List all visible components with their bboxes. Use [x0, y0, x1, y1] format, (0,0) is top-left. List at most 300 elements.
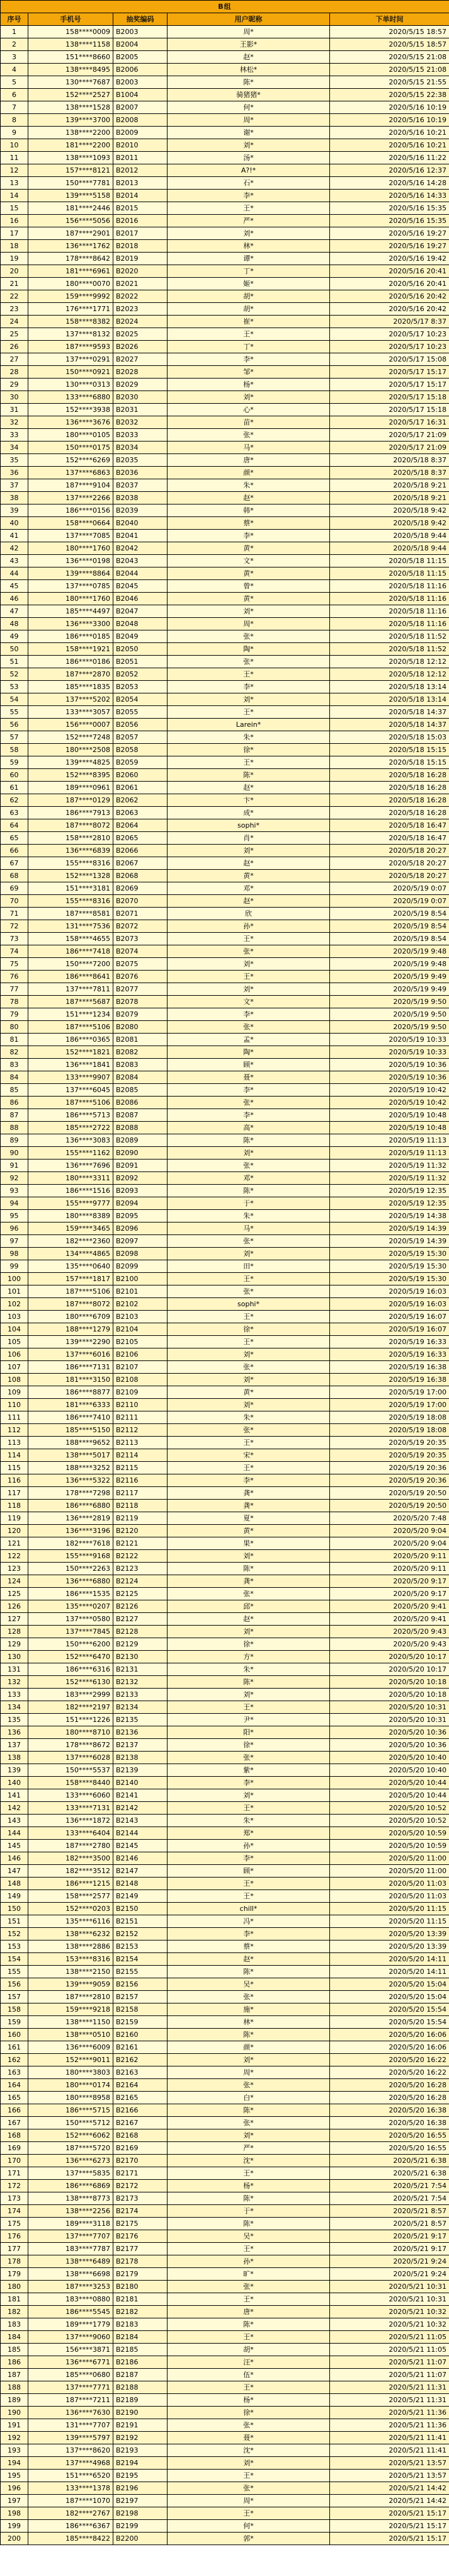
table-row[interactable] — [1, 2079, 449, 2092]
cell-nickname[interactable]: 骑猪猪* — [168, 89, 330, 101]
cell-nickname[interactable]: 王* — [168, 2381, 330, 2394]
cell-nickname[interactable]: 朱* — [168, 479, 330, 492]
table-row[interactable] — [1, 1550, 449, 1563]
cell-code[interactable]: B2064 — [113, 819, 168, 832]
cell-phone[interactable]: 187****7211 — [28, 2394, 113, 2407]
cell-phone[interactable]: 138****8773 — [28, 2192, 113, 2205]
table-row[interactable] — [1, 769, 449, 782]
cell-seq[interactable]: 143 — [1, 1815, 28, 1827]
cell-nickname[interactable]: 马* — [168, 1222, 330, 1235]
cell-nickname[interactable]: 李* — [168, 1928, 330, 1941]
cell-phone[interactable]: 183****2999 — [28, 1689, 113, 1701]
cell-phone[interactable]: 181****6333 — [28, 1399, 113, 1411]
cell-seq[interactable]: 138 — [1, 1752, 28, 1764]
cell-seq[interactable]: 96 — [1, 1222, 28, 1235]
cell-phone[interactable]: 137****7085 — [28, 530, 113, 542]
table-row[interactable] — [1, 1260, 449, 1273]
cell-nickname[interactable]: 刘* — [168, 693, 330, 706]
cell-code[interactable]: B2177 — [113, 2243, 168, 2255]
cell-time[interactable]: 2020/5/20 16:06 — [330, 2029, 449, 2041]
cell-nickname[interactable]: 孙* — [168, 2255, 330, 2268]
cell-seq[interactable]: 142 — [1, 1802, 28, 1815]
table-row[interactable] — [1, 429, 449, 442]
table-row[interactable] — [1, 1311, 449, 1323]
cell-nickname[interactable]: 张* — [168, 429, 330, 442]
cell-seq[interactable]: 171 — [1, 2167, 28, 2180]
cell-seq[interactable]: 32 — [1, 416, 28, 429]
table-row[interactable] — [1, 1764, 449, 1777]
cell-phone[interactable]: 158****0009 — [28, 26, 113, 38]
cell-code[interactable]: B2139 — [113, 1764, 168, 1777]
cell-seq[interactable]: 69 — [1, 882, 28, 895]
cell-seq[interactable]: 115 — [1, 1462, 28, 1474]
cell-nickname[interactable]: 田* — [168, 1260, 330, 1273]
cell-time[interactable]: 2020/5/20 10:17 — [330, 1651, 449, 1663]
cell-seq[interactable]: 6 — [1, 89, 28, 101]
cell-nickname[interactable]: 唐* — [168, 2306, 330, 2318]
cell-time[interactable]: 2020/5/16 14:28 — [330, 177, 449, 190]
cell-phone[interactable]: 139****3700 — [28, 114, 113, 127]
cell-nickname[interactable]: 李* — [168, 681, 330, 693]
table-row[interactable] — [1, 316, 449, 328]
cell-code[interactable]: B2040 — [113, 517, 168, 530]
cell-time[interactable]: 2020/5/20 16:28 — [330, 2079, 449, 2092]
cell-time[interactable]: 2020/5/18 11:52 — [330, 643, 449, 656]
cell-phone[interactable]: 151****3181 — [28, 882, 113, 895]
cell-seq[interactable]: 185 — [1, 2344, 28, 2356]
cell-seq[interactable]: 88 — [1, 1122, 28, 1134]
table-row[interactable] — [1, 1588, 449, 1600]
cell-nickname[interactable]: 李* — [168, 1474, 330, 1487]
cell-code[interactable]: B2036 — [113, 467, 168, 479]
table-row[interactable] — [1, 1726, 449, 1739]
cell-code[interactable]: B2056 — [113, 719, 168, 731]
cell-phone[interactable]: 157****1817 — [28, 1273, 113, 1285]
cell-seq[interactable]: 180 — [1, 2281, 28, 2293]
cell-seq[interactable]: 154 — [1, 1953, 28, 1966]
cell-phone[interactable]: 137****7771 — [28, 2381, 113, 2394]
cell-nickname[interactable]: 王* — [168, 706, 330, 719]
cell-phone[interactable]: 138****2200 — [28, 127, 113, 139]
cell-code[interactable]: B2032 — [113, 416, 168, 429]
table-row[interactable] — [1, 1084, 449, 1097]
cell-code[interactable]: B2161 — [113, 2041, 168, 2054]
cell-nickname[interactable]: 朱* — [168, 1210, 330, 1222]
cell-phone[interactable]: 137****5835 — [28, 2167, 113, 2180]
cell-seq[interactable]: 36 — [1, 467, 28, 479]
table-row[interactable] — [1, 1197, 449, 1210]
cell-code[interactable]: B2039 — [113, 504, 168, 517]
cell-phone[interactable]: 181****2446 — [28, 202, 113, 215]
cell-time[interactable]: 2020/5/18 9:21 — [330, 492, 449, 504]
cell-time[interactable]: 2020/5/16 20:42 — [330, 303, 449, 316]
cell-time[interactable]: 2020/5/18 15:15 — [330, 744, 449, 756]
cell-nickname[interactable]: 邓* — [168, 882, 330, 895]
cell-time[interactable]: 2020/5/16 10:19 — [330, 101, 449, 114]
table-row[interactable] — [1, 1122, 449, 1134]
cell-nickname[interactable]: 于* — [168, 2205, 330, 2218]
table-row[interactable] — [1, 1059, 449, 1071]
cell-seq[interactable]: 21 — [1, 278, 28, 290]
cell-seq[interactable]: 169 — [1, 2142, 28, 2155]
cell-seq[interactable]: 61 — [1, 782, 28, 794]
cell-time[interactable]: 2020/5/21 9:24 — [330, 2255, 449, 2268]
cell-time[interactable]: 2020/5/19 16:03 — [330, 1285, 449, 1298]
cell-code[interactable]: B2069 — [113, 882, 168, 895]
cell-code[interactable]: B2020 — [113, 265, 168, 278]
cell-code[interactable]: B2175 — [113, 2218, 168, 2230]
cell-nickname[interactable]: 文* — [168, 555, 330, 567]
cell-code[interactable]: B2186 — [113, 2356, 168, 2369]
cell-phone[interactable]: 136****3083 — [28, 1134, 113, 1147]
cell-seq[interactable]: 86 — [1, 1097, 28, 1109]
cell-time[interactable]: 2020/5/19 20:35 — [330, 1437, 449, 1449]
table-row[interactable] — [1, 1411, 449, 1424]
cell-seq[interactable]: 133 — [1, 1689, 28, 1701]
cell-nickname[interactable]: 冯* — [168, 1915, 330, 1928]
cell-nickname[interactable]: 聂* — [168, 1071, 330, 1084]
table-row[interactable] — [1, 265, 449, 278]
cell-nickname[interactable]: 苗* — [168, 416, 330, 429]
cell-phone[interactable]: 188****9652 — [28, 1437, 113, 1449]
cell-time[interactable]: 2020/5/20 10:36 — [330, 1726, 449, 1739]
cell-phone[interactable]: 186****5545 — [28, 2306, 113, 2318]
cell-code[interactable]: B2084 — [113, 1071, 168, 1084]
cell-time[interactable]: 2020/5/19 14:39 — [330, 1235, 449, 1248]
table-row[interactable] — [1, 706, 449, 719]
cell-seq[interactable]: 48 — [1, 618, 28, 630]
cell-code[interactable]: B2131 — [113, 1663, 168, 1676]
table-row[interactable] — [1, 1386, 449, 1399]
cell-code[interactable]: B2172 — [113, 2180, 168, 2192]
cell-code[interactable]: B1004 — [113, 89, 168, 101]
cell-phone[interactable]: 137****9060 — [28, 2331, 113, 2344]
cell-phone[interactable]: 139****4825 — [28, 756, 113, 769]
table-row[interactable] — [1, 2218, 449, 2230]
cell-time[interactable]: 2020/5/19 8:54 — [330, 908, 449, 920]
cell-nickname[interactable]: sophi* — [168, 1298, 330, 1311]
cell-time[interactable]: 2020/5/21 10:32 — [330, 2306, 449, 2318]
table-row[interactable] — [1, 177, 449, 190]
cell-nickname[interactable]: 何* — [168, 2520, 330, 2533]
cell-seq[interactable]: 113 — [1, 1437, 28, 1449]
cell-nickname[interactable]: 宋* — [168, 1449, 330, 1462]
cell-phone[interactable]: 180****1760 — [28, 542, 113, 555]
cell-time[interactable]: 2020/5/17 15:18 — [330, 404, 449, 416]
cell-code[interactable]: B2109 — [113, 1386, 168, 1399]
cell-code[interactable]: B2105 — [113, 1336, 168, 1348]
cell-time[interactable]: 2020/5/20 15:04 — [330, 1978, 449, 1991]
cell-time[interactable]: 2020/5/15 18:57 — [330, 26, 449, 38]
cell-nickname[interactable]: 于* — [168, 1197, 330, 1210]
cell-time[interactable]: 2020/5/21 11:05 — [330, 2331, 449, 2344]
table-row[interactable] — [1, 2407, 449, 2419]
cell-seq[interactable]: 41 — [1, 530, 28, 542]
cell-code[interactable]: B2100 — [113, 1273, 168, 1285]
cell-nickname[interactable]: 沈* — [168, 2444, 330, 2457]
cell-time[interactable]: 2020/5/21 6:38 — [330, 2155, 449, 2167]
cell-seq[interactable]: 139 — [1, 1764, 28, 1777]
cell-nickname[interactable]: 马* — [168, 442, 330, 454]
cell-seq[interactable]: 75 — [1, 958, 28, 971]
cell-phone[interactable]: 150****5712 — [28, 2117, 113, 2129]
cell-code[interactable]: B2046 — [113, 593, 168, 605]
cell-phone[interactable]: 158****0664 — [28, 517, 113, 530]
table-row[interactable] — [1, 2533, 449, 2545]
cell-nickname[interactable]: 孙* — [168, 1840, 330, 1852]
cell-nickname[interactable]: 周* — [168, 26, 330, 38]
cell-code[interactable]: B2014 — [113, 190, 168, 202]
cell-time[interactable]: 2020/5/18 8:37 — [330, 454, 449, 467]
cell-time[interactable]: 2020/5/18 11:52 — [330, 630, 449, 643]
table-row[interactable] — [1, 2142, 449, 2155]
cell-time[interactable]: 2020/5/18 16:47 — [330, 819, 449, 832]
cell-code[interactable]: B2026 — [113, 341, 168, 353]
cell-time[interactable]: 2020/5/18 16:47 — [330, 832, 449, 845]
cell-phone[interactable]: 133****1378 — [28, 2482, 113, 2495]
cell-phone[interactable]: 181****6961 — [28, 265, 113, 278]
cell-time[interactable]: 2020/5/21 6:38 — [330, 2167, 449, 2180]
cell-seq[interactable]: 57 — [1, 731, 28, 744]
cell-phone[interactable]: 131****7707 — [28, 2419, 113, 2432]
cell-time[interactable]: 2020/5/19 16:03 — [330, 1298, 449, 1311]
cell-nickname[interactable]: 李* — [168, 1084, 330, 1097]
cell-seq[interactable]: 120 — [1, 1525, 28, 1537]
cell-phone[interactable]: 159****9218 — [28, 2003, 113, 2016]
table-row[interactable] — [1, 2356, 449, 2369]
cell-phone[interactable]: 156****5056 — [28, 215, 113, 227]
cell-code[interactable]: B2166 — [113, 2104, 168, 2117]
cell-time[interactable]: 2020/5/19 9:50 — [330, 996, 449, 1008]
cell-time[interactable]: 2020/5/20 10:40 — [330, 1752, 449, 1764]
cell-phone[interactable]: 136****3676 — [28, 416, 113, 429]
cell-phone[interactable]: 133****6404 — [28, 1827, 113, 1840]
cell-seq[interactable]: 37 — [1, 479, 28, 492]
cell-nickname[interactable]: 李* — [168, 1852, 330, 1865]
table-row[interactable] — [1, 1777, 449, 1789]
cell-seq[interactable]: 29 — [1, 379, 28, 391]
cell-seq[interactable]: 85 — [1, 1084, 28, 1097]
table-row[interactable] — [1, 1512, 449, 1525]
cell-seq[interactable]: 9 — [1, 127, 28, 139]
table-row[interactable] — [1, 832, 449, 845]
cell-time[interactable]: 2020/5/19 9:50 — [330, 1021, 449, 1034]
cell-time[interactable]: 2020/5/18 15:15 — [330, 756, 449, 769]
cell-time[interactable]: 2020/5/19 8:54 — [330, 933, 449, 945]
cell-phone[interactable]: 138****2886 — [28, 1941, 113, 1953]
cell-seq[interactable]: 91 — [1, 1160, 28, 1172]
table-row[interactable] — [1, 89, 449, 101]
cell-nickname[interactable]: 李* — [168, 1109, 330, 1122]
cell-code[interactable]: B2138 — [113, 1752, 168, 1764]
cell-code[interactable]: B2157 — [113, 1991, 168, 2003]
cell-seq[interactable]: 178 — [1, 2255, 28, 2268]
cell-phone[interactable]: 187****8072 — [28, 1298, 113, 1311]
cell-code[interactable]: B2062 — [113, 794, 168, 807]
cell-seq[interactable]: 149 — [1, 1890, 28, 1903]
cell-seq[interactable]: 104 — [1, 1323, 28, 1336]
cell-phone[interactable]: 139****2290 — [28, 1336, 113, 1348]
cell-seq[interactable]: 38 — [1, 492, 28, 504]
cell-phone[interactable]: 186****1516 — [28, 1185, 113, 1197]
cell-time[interactable]: 2020/5/20 9:17 — [330, 1575, 449, 1588]
cell-nickname[interactable]: 何* — [168, 101, 330, 114]
cell-code[interactable]: B2195 — [113, 2470, 168, 2482]
cell-phone[interactable]: 180****0070 — [28, 278, 113, 290]
cell-nickname[interactable]: 严* — [168, 2142, 330, 2155]
cell-time[interactable]: 2020/5/19 20:50 — [330, 1500, 449, 1512]
cell-code[interactable]: B2076 — [113, 971, 168, 983]
cell-seq[interactable]: 129 — [1, 1638, 28, 1651]
cell-nickname[interactable]: 陈* — [168, 1134, 330, 1147]
cell-time[interactable]: 2020/5/16 20:41 — [330, 265, 449, 278]
cell-code[interactable]: B2075 — [113, 958, 168, 971]
cell-code[interactable]: B2117 — [113, 1487, 168, 1500]
cell-nickname[interactable]: 刘* — [168, 983, 330, 996]
cell-nickname[interactable]: 果* — [168, 1537, 330, 1550]
cell-phone[interactable]: 138****1150 — [28, 2016, 113, 2029]
table-row[interactable] — [1, 2318, 449, 2331]
cell-time[interactable]: 2020/5/19 20:36 — [330, 1462, 449, 1474]
cell-phone[interactable]: 186****8877 — [28, 1386, 113, 1399]
table-row[interactable] — [1, 404, 449, 416]
cell-phone[interactable]: 187****2870 — [28, 668, 113, 681]
table-row[interactable] — [1, 1626, 449, 1638]
cell-time[interactable]: 2020/5/20 9:17 — [330, 1588, 449, 1600]
header-nickname[interactable]: 用户昵称 — [168, 13, 330, 26]
cell-nickname[interactable]: 刘* — [168, 1374, 330, 1386]
table-row[interactable] — [1, 2129, 449, 2142]
cell-nickname[interactable]: 徐* — [168, 1739, 330, 1752]
cell-seq[interactable]: 155 — [1, 1966, 28, 1978]
cell-phone[interactable]: 152****1328 — [28, 870, 113, 882]
cell-code[interactable]: B2003 — [113, 76, 168, 89]
cell-phone[interactable]: 180****3311 — [28, 1172, 113, 1185]
cell-seq[interactable]: 123 — [1, 1563, 28, 1575]
cell-phone[interactable]: 185****5150 — [28, 1424, 113, 1437]
table-row[interactable] — [1, 1878, 449, 1890]
table-row[interactable] — [1, 1336, 449, 1348]
table-row[interactable] — [1, 114, 449, 127]
table-row[interactable] — [1, 504, 449, 517]
cell-nickname[interactable]: 陈* — [168, 769, 330, 782]
table-row[interactable] — [1, 127, 449, 139]
table-row[interactable] — [1, 379, 449, 391]
cell-code[interactable]: B2160 — [113, 2029, 168, 2041]
cell-phone[interactable]: 150****0175 — [28, 442, 113, 454]
cell-code[interactable]: B2162 — [113, 2054, 168, 2066]
cell-seq[interactable]: 197 — [1, 2495, 28, 2507]
cell-code[interactable]: B2118 — [113, 1500, 168, 1512]
cell-time[interactable]: 2020/5/16 11:22 — [330, 152, 449, 164]
cell-seq[interactable]: 174 — [1, 2205, 28, 2218]
cell-phone[interactable]: 180****8958 — [28, 2092, 113, 2104]
cell-seq[interactable]: 39 — [1, 504, 28, 517]
cell-phone[interactable]: 133****9907 — [28, 1071, 113, 1084]
cell-time[interactable]: 2020/5/19 11:13 — [330, 1147, 449, 1160]
table-row[interactable] — [1, 656, 449, 668]
cell-phone[interactable]: 137****4968 — [28, 2457, 113, 2470]
cell-nickname[interactable]: 王* — [168, 2243, 330, 2255]
cell-code[interactable]: B2012 — [113, 164, 168, 177]
table-row[interactable] — [1, 1487, 449, 1500]
cell-nickname[interactable]: 唐* — [168, 454, 330, 467]
cell-phone[interactable]: 158****8440 — [28, 1777, 113, 1789]
cell-phone[interactable]: 152****6269 — [28, 454, 113, 467]
cell-nickname[interactable]: 陈* — [168, 2104, 330, 2117]
cell-time[interactable]: 2020/5/19 14:39 — [330, 1222, 449, 1235]
cell-phone[interactable]: 138****0510 — [28, 2029, 113, 2041]
table-row[interactable] — [1, 756, 449, 769]
cell-code[interactable]: B2029 — [113, 379, 168, 391]
cell-seq[interactable]: 186 — [1, 2356, 28, 2369]
cell-code[interactable]: B2097 — [113, 1235, 168, 1248]
cell-nickname[interactable]: 刘* — [168, 1399, 330, 1411]
cell-seq[interactable]: 182 — [1, 2306, 28, 2318]
cell-seq[interactable]: 130 — [1, 1651, 28, 1663]
cell-code[interactable]: B2153 — [113, 1941, 168, 1953]
table-row[interactable] — [1, 2507, 449, 2520]
cell-code[interactable]: B2134 — [113, 1701, 168, 1714]
cell-seq[interactable]: 1 — [1, 26, 28, 38]
cell-code[interactable]: B2132 — [113, 1676, 168, 1689]
cell-phone[interactable]: 182****3500 — [28, 1852, 113, 1865]
cell-time[interactable]: 2020/5/18 12:12 — [330, 656, 449, 668]
cell-seq[interactable]: 198 — [1, 2507, 28, 2520]
cell-time[interactable]: 2020/5/20 9:41 — [330, 1613, 449, 1626]
table-row[interactable] — [1, 2482, 449, 2495]
cell-seq[interactable]: 87 — [1, 1109, 28, 1122]
cell-phone[interactable]: 186****5713 — [28, 1109, 113, 1122]
cell-seq[interactable]: 192 — [1, 2432, 28, 2444]
cell-phone[interactable]: 136****1762 — [28, 240, 113, 253]
table-row[interactable] — [1, 1210, 449, 1222]
cell-time[interactable]: 2020/5/16 20:41 — [330, 278, 449, 290]
cell-seq[interactable]: 191 — [1, 2419, 28, 2432]
cell-time[interactable]: 2020/5/21 11:07 — [330, 2369, 449, 2381]
cell-phone[interactable]: 134****4865 — [28, 1248, 113, 1260]
cell-nickname[interactable]: 卞* — [168, 794, 330, 807]
cell-code[interactable]: B2103 — [113, 1311, 168, 1323]
cell-nickname[interactable]: 王* — [168, 1890, 330, 1903]
table-row[interactable] — [1, 328, 449, 341]
cell-seq[interactable]: 46 — [1, 593, 28, 605]
cell-phone[interactable]: 180****3803 — [28, 2066, 113, 2079]
table-row[interactable] — [1, 64, 449, 76]
cell-time[interactable]: 2020/5/19 16:07 — [330, 1323, 449, 1336]
cell-nickname[interactable]: 张* — [168, 2419, 330, 2432]
cell-phone[interactable]: 138****6489 — [28, 2255, 113, 2268]
header-time[interactable]: 下单时间 — [330, 13, 449, 26]
table-row[interactable] — [1, 1248, 449, 1260]
cell-seq[interactable]: 114 — [1, 1449, 28, 1462]
cell-nickname[interactable]: 黄* — [168, 1525, 330, 1537]
cell-phone[interactable]: 186****7913 — [28, 807, 113, 819]
cell-code[interactable]: B2067 — [113, 857, 168, 870]
cell-time[interactable]: 2020/5/21 11:41 — [330, 2432, 449, 2444]
cell-time[interactable]: 2020/5/19 20:50 — [330, 1487, 449, 1500]
cell-code[interactable]: B2107 — [113, 1361, 168, 1374]
cell-code[interactable]: B2080 — [113, 1021, 168, 1034]
cell-seq[interactable]: 54 — [1, 693, 28, 706]
cell-seq[interactable]: 193 — [1, 2444, 28, 2457]
cell-code[interactable]: B2143 — [113, 1815, 168, 1827]
cell-seq[interactable]: 188 — [1, 2381, 28, 2394]
cell-phone[interactable]: 185****0680 — [28, 2369, 113, 2381]
table-row[interactable] — [1, 1160, 449, 1172]
cell-time[interactable]: 2020/5/21 8:57 — [330, 2205, 449, 2218]
cell-code[interactable]: B2137 — [113, 1739, 168, 1752]
